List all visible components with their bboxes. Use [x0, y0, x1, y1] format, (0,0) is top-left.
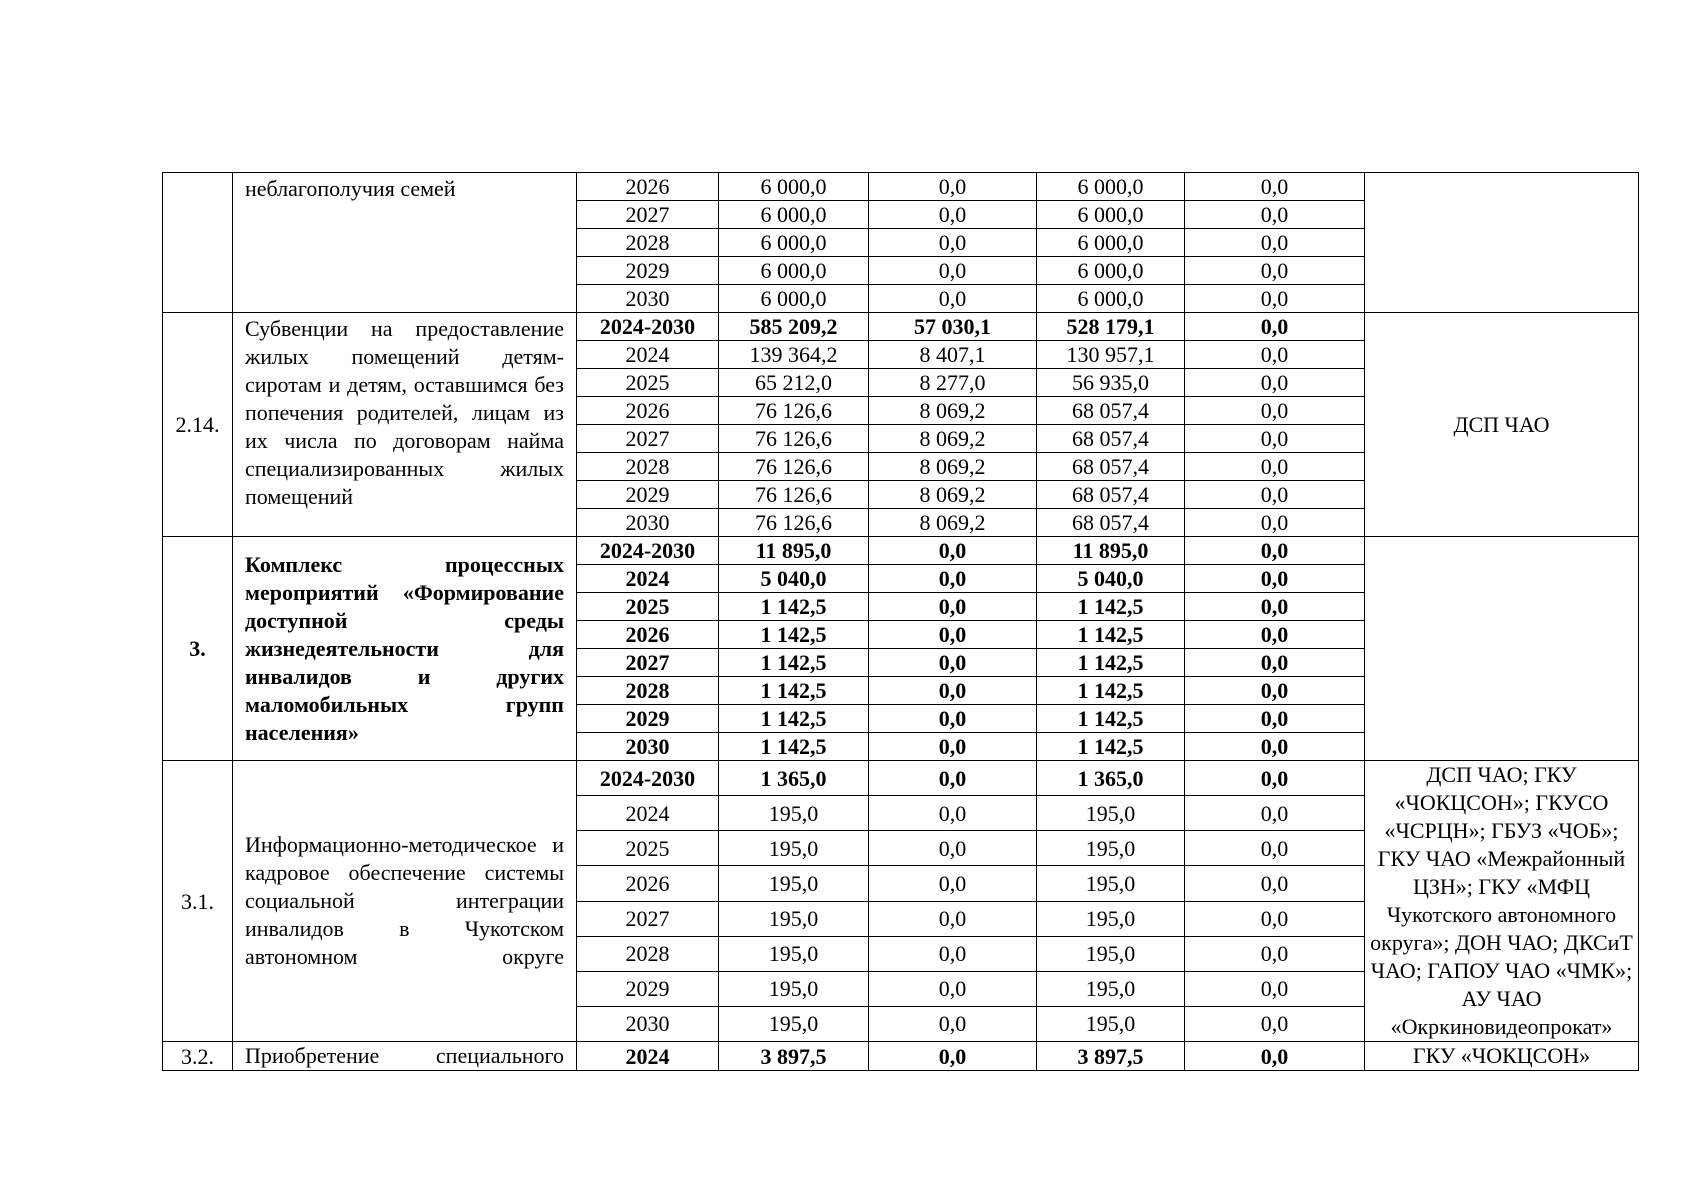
district-cell: 130 957,1	[1037, 341, 1185, 369]
district-cell: 1 365,0	[1037, 761, 1185, 796]
total-cell: 76 126,6	[719, 425, 869, 453]
federal-cell: 0,0	[869, 796, 1037, 831]
district-cell: 68 057,4	[1037, 425, 1185, 453]
year-cell: 2025	[577, 593, 719, 621]
other-cell: 0,0	[1185, 453, 1365, 481]
year-cell: 2026	[577, 173, 719, 201]
total-cell: 76 126,6	[719, 397, 869, 425]
other-cell: 0,0	[1185, 677, 1365, 705]
year-cell: 2027	[577, 425, 719, 453]
year-cell: 2028	[577, 229, 719, 257]
total-cell: 195,0	[719, 866, 869, 901]
federal-cell: 8 069,2	[869, 425, 1037, 453]
other-cell: 0,0	[1185, 971, 1365, 1006]
program-funding-table	[162, 172, 1639, 1071]
total-cell: 6 000,0	[719, 285, 869, 313]
item-number	[163, 173, 233, 313]
district-cell: 6 000,0	[1037, 201, 1185, 229]
district-cell: 3 897,5	[1037, 1042, 1185, 1071]
federal-cell: 0,0	[869, 901, 1037, 936]
other-cell: 0,0	[1185, 313, 1365, 341]
district-cell: 6 000,0	[1037, 229, 1185, 257]
total-cell: 1 365,0	[719, 761, 869, 796]
total-cell: 1 142,5	[719, 593, 869, 621]
district-cell: 195,0	[1037, 796, 1185, 831]
other-cell: 0,0	[1185, 705, 1365, 733]
year-cell: 2026	[577, 397, 719, 425]
year-cell: 2030	[577, 733, 719, 761]
total-cell: 11 895,0	[719, 537, 869, 565]
other-cell: 0,0	[1185, 565, 1365, 593]
other-cell: 0,0	[1185, 866, 1365, 901]
executor-cell	[1365, 173, 1639, 313]
federal-cell: 8 069,2	[869, 509, 1037, 537]
year-cell: 2029	[577, 971, 719, 1006]
district-cell: 56 935,0	[1037, 369, 1185, 397]
year-cell: 2028	[577, 936, 719, 971]
district-cell: 1 142,5	[1037, 649, 1185, 677]
federal-cell: 0,0	[869, 173, 1037, 201]
executor-cell: ДСП ЧАО	[1365, 313, 1639, 537]
other-cell: 0,0	[1185, 257, 1365, 285]
executor-cell: ДСП ЧАО; ГКУ «ЧОКЦСОН»; ГКУСО «ЧСРЦН»; ГБУЗ «ЧОБ»; ГКУ ЧАО «Межрайонный ЦЗН»; ГКУ «МФЦ Чукотского автономного округа»; ДОН ЧАО; ДКСиТ ЧАО; ГАПОУ ЧАО «ЧМК»; АУ ЧАО «Окркиновидеопрокат»	[1365, 761, 1639, 1042]
year-cell: 2026	[577, 866, 719, 901]
year-cell: 2026	[577, 621, 719, 649]
district-cell: 1 142,5	[1037, 677, 1185, 705]
other-cell: 0,0	[1185, 285, 1365, 313]
item-number: 3.2.	[163, 1042, 233, 1071]
total-cell: 5 040,0	[719, 565, 869, 593]
total-cell: 1 142,5	[719, 705, 869, 733]
federal-cell: 0,0	[869, 761, 1037, 796]
table-row	[163, 173, 1639, 201]
year-cell: 2025	[577, 369, 719, 397]
other-cell: 0,0	[1185, 733, 1365, 761]
year-cell: 2028	[577, 677, 719, 705]
item-number: 2.14.	[163, 313, 233, 537]
year-cell: 2029	[577, 257, 719, 285]
item-number: 3.	[163, 537, 233, 761]
federal-cell: 0,0	[869, 705, 1037, 733]
year-cell: 2024	[577, 341, 719, 369]
district-cell: 195,0	[1037, 936, 1185, 971]
total-cell: 1 142,5	[719, 733, 869, 761]
total-cell: 195,0	[719, 831, 869, 866]
federal-cell: 0,0	[869, 537, 1037, 565]
other-cell: 0,0	[1185, 229, 1365, 257]
federal-cell: 8 069,2	[869, 397, 1037, 425]
total-cell: 1 142,5	[719, 621, 869, 649]
federal-cell: 8 277,0	[869, 369, 1037, 397]
federal-cell: 8 069,2	[869, 453, 1037, 481]
other-cell: 0,0	[1185, 173, 1365, 201]
total-cell: 195,0	[719, 901, 869, 936]
total-cell: 76 126,6	[719, 481, 869, 509]
federal-cell: 0,0	[869, 649, 1037, 677]
federal-cell: 0,0	[869, 621, 1037, 649]
federal-cell: 0,0	[869, 593, 1037, 621]
other-cell: 0,0	[1185, 397, 1365, 425]
district-cell: 1 142,5	[1037, 621, 1185, 649]
other-cell: 0,0	[1185, 831, 1365, 866]
federal-cell: 0,0	[869, 1042, 1037, 1071]
other-cell: 0,0	[1185, 425, 1365, 453]
district-cell: 6 000,0	[1037, 285, 1185, 313]
other-cell: 0,0	[1185, 936, 1365, 971]
item-description: Информационно-методическое и кадровое обеспечение системы социальной интеграции инвалидов в Чукотском автономном округе	[233, 761, 577, 1042]
district-cell: 528 179,1	[1037, 313, 1185, 341]
table-row	[163, 1042, 1639, 1071]
federal-cell: 0,0	[869, 257, 1037, 285]
total-cell: 6 000,0	[719, 201, 869, 229]
district-cell: 68 057,4	[1037, 453, 1185, 481]
federal-cell: 0,0	[869, 565, 1037, 593]
district-cell: 6 000,0	[1037, 257, 1185, 285]
table-row	[163, 761, 1639, 796]
federal-cell: 0,0	[869, 936, 1037, 971]
year-cell: 2029	[577, 705, 719, 733]
district-cell: 195,0	[1037, 901, 1185, 936]
federal-cell: 0,0	[869, 201, 1037, 229]
total-cell: 1 142,5	[719, 649, 869, 677]
federal-cell: 0,0	[869, 285, 1037, 313]
table-row	[163, 537, 1639, 565]
year-cell: 2024-2030	[577, 761, 719, 796]
year-cell: 2024	[577, 796, 719, 831]
federal-cell: 0,0	[869, 866, 1037, 901]
year-cell: 2027	[577, 649, 719, 677]
total-cell: 195,0	[719, 1006, 869, 1041]
other-cell: 0,0	[1185, 621, 1365, 649]
year-cell: 2030	[577, 1006, 719, 1041]
federal-cell: 0,0	[869, 971, 1037, 1006]
total-cell: 1 142,5	[719, 677, 869, 705]
total-cell: 6 000,0	[719, 173, 869, 201]
district-cell: 6 000,0	[1037, 173, 1185, 201]
item-description: Комплекс процессных мероприятий «Формирование доступной среды жизнедеятельности для инвалидов и других маломобильных групп населения»	[233, 537, 577, 761]
year-cell: 2030	[577, 285, 719, 313]
item-description: Субвенции на предоставление жилых помещений детям-сиротам и детям, оставшимся без попечения родителей, лицам из их числа по договорам найма специализированных жилых помещений	[233, 313, 577, 537]
total-cell: 139 364,2	[719, 341, 869, 369]
district-cell: 5 040,0	[1037, 565, 1185, 593]
other-cell: 0,0	[1185, 341, 1365, 369]
district-cell: 11 895,0	[1037, 537, 1185, 565]
federal-cell: 0,0	[869, 677, 1037, 705]
district-cell: 195,0	[1037, 1006, 1185, 1041]
year-cell: 2024-2030	[577, 537, 719, 565]
other-cell: 0,0	[1185, 537, 1365, 565]
other-cell: 0,0	[1185, 369, 1365, 397]
district-cell: 68 057,4	[1037, 397, 1185, 425]
other-cell: 0,0	[1185, 509, 1365, 537]
other-cell: 0,0	[1185, 1042, 1365, 1071]
executor-cell: ГКУ «ЧОКЦСОН»	[1365, 1042, 1639, 1071]
federal-cell: 0,0	[869, 733, 1037, 761]
year-cell: 2027	[577, 901, 719, 936]
other-cell: 0,0	[1185, 201, 1365, 229]
federal-cell: 0,0	[869, 831, 1037, 866]
federal-cell: 0,0	[869, 229, 1037, 257]
total-cell: 76 126,6	[719, 453, 869, 481]
year-cell: 2030	[577, 509, 719, 537]
year-cell: 2029	[577, 481, 719, 509]
year-cell: 2025	[577, 831, 719, 866]
year-cell: 2024-2030	[577, 313, 719, 341]
other-cell: 0,0	[1185, 901, 1365, 936]
total-cell: 6 000,0	[719, 257, 869, 285]
total-cell: 195,0	[719, 796, 869, 831]
federal-cell: 0,0	[869, 1006, 1037, 1041]
total-cell: 76 126,6	[719, 509, 869, 537]
year-cell: 2028	[577, 453, 719, 481]
district-cell: 1 142,5	[1037, 705, 1185, 733]
federal-cell: 8 407,1	[869, 341, 1037, 369]
total-cell: 585 209,2	[719, 313, 869, 341]
other-cell: 0,0	[1185, 481, 1365, 509]
total-cell: 195,0	[719, 971, 869, 1006]
other-cell: 0,0	[1185, 649, 1365, 677]
other-cell: 0,0	[1185, 1006, 1365, 1041]
federal-cell: 8 069,2	[869, 481, 1037, 509]
year-cell: 2024	[577, 565, 719, 593]
executor-cell	[1365, 537, 1639, 761]
district-cell: 195,0	[1037, 866, 1185, 901]
year-cell: 2024	[577, 1042, 719, 1071]
district-cell: 68 057,4	[1037, 481, 1185, 509]
total-cell: 195,0	[719, 936, 869, 971]
district-cell: 195,0	[1037, 971, 1185, 1006]
other-cell: 0,0	[1185, 796, 1365, 831]
year-cell: 2027	[577, 201, 719, 229]
item-description: Приобретение специального	[233, 1042, 577, 1071]
item-number: 3.1.	[163, 761, 233, 1042]
total-cell: 65 212,0	[719, 369, 869, 397]
total-cell: 6 000,0	[719, 229, 869, 257]
district-cell: 68 057,4	[1037, 509, 1185, 537]
federal-cell: 57 030,1	[869, 313, 1037, 341]
table-row	[163, 313, 1639, 341]
other-cell: 0,0	[1185, 593, 1365, 621]
district-cell: 195,0	[1037, 831, 1185, 866]
other-cell: 0,0	[1185, 761, 1365, 796]
item-description: неблагополучия семей	[233, 173, 577, 313]
district-cell: 1 142,5	[1037, 733, 1185, 761]
district-cell: 1 142,5	[1037, 593, 1185, 621]
total-cell: 3 897,5	[719, 1042, 869, 1071]
